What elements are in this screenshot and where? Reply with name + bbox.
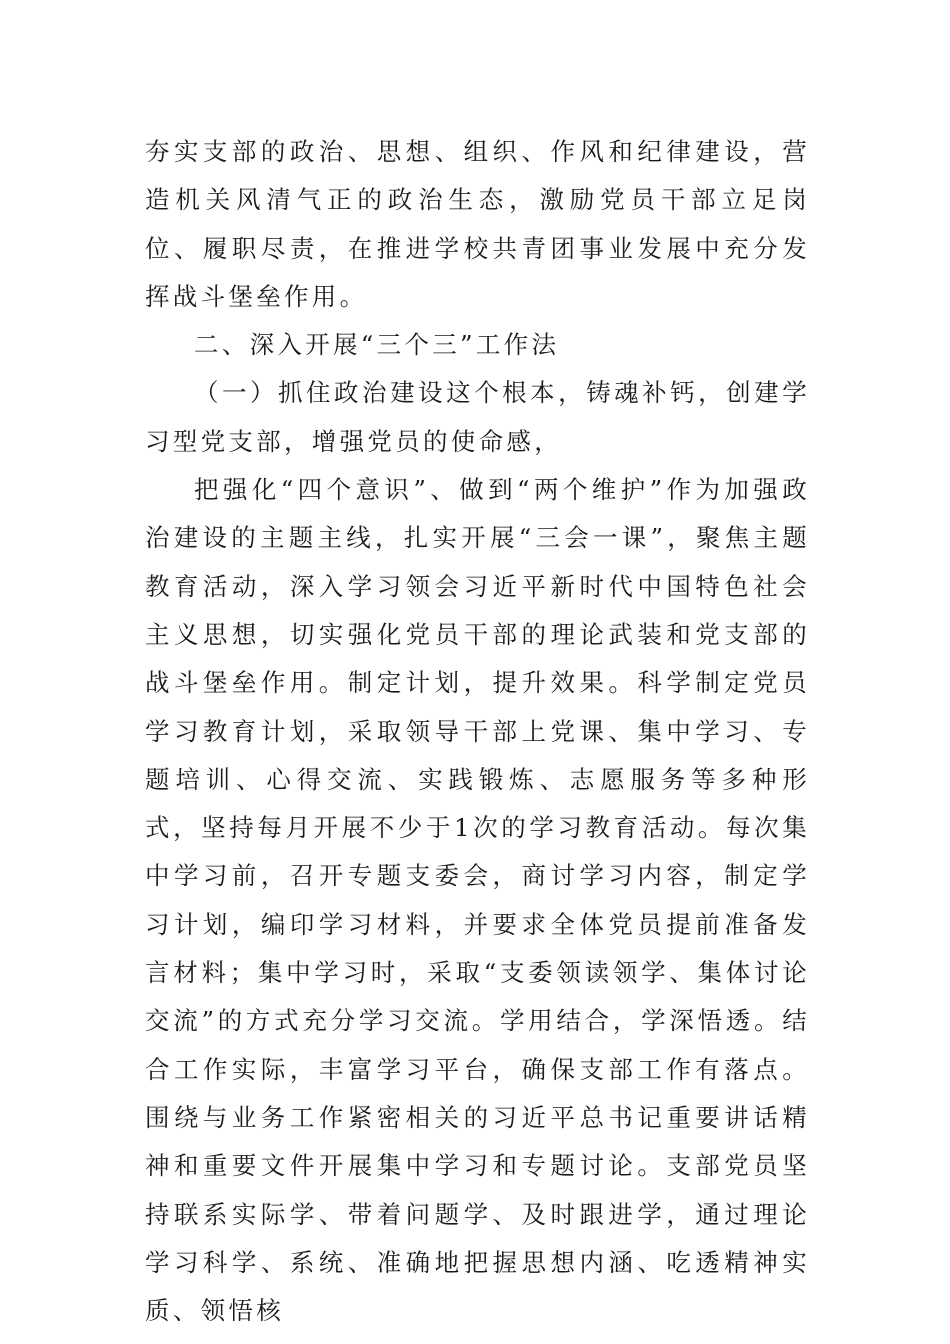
subsection-heading: （一）抓住政治建设这个根本，铸魂补钙，创建学习型党支部，增强党员的使命感， [145, 378, 810, 456]
section-heading: 二、深入开展“三个三”工作法 [194, 330, 560, 360]
body-paragraph: 把强化“四个意识”、做到“两个维护”作为加强政治建设的主题主线，扎实开展“三会一课”，聚焦主题教育活动，深入学习领会习近平新时代中国特色社会主义思想，切实强化党员干部的理论武装和党支部的战斗堡垒作用。制定计划，提升效果。科学制定党员学习教育计划，采取领导干部上党课、集中学习、专题培训、心得交流、实践锻炼、志愿服务等多种形式，坚持每月开展不少于1次的学习教育活动。每次集中学习前，召开专题支委会，商讨学习内容，制定学习计划，编印学习材料，并要求全体党员提前准备发言材料；集中学习时，采取“支委领读领学、集体讨论交流”的方式充分学习交流。学用结合，学深悟透。结合工作实际，丰富学习平台，确保支部工作有落点。围绕与业务工作紧密相关的习近平总书记重要讲话精神和重要文件开展集中学习和专题讨论。支部党员坚持联系实际学、带着问题学、及时跟进学，通过理论学习科学、系统、准确地把握思想内涵、吃透精神实质、领悟核 [145, 475, 810, 1326]
paragraph-continuation: 夯实支部的政治、思想、组织、作风和纪律建设，营造机关风清气正的政治生态，激励党员干部立足岗位、履职尽责，在推进学校共青团事业发展中充分发挥战斗堡垒作用。 [145, 137, 810, 311]
document-body [145, 128, 810, 1335]
